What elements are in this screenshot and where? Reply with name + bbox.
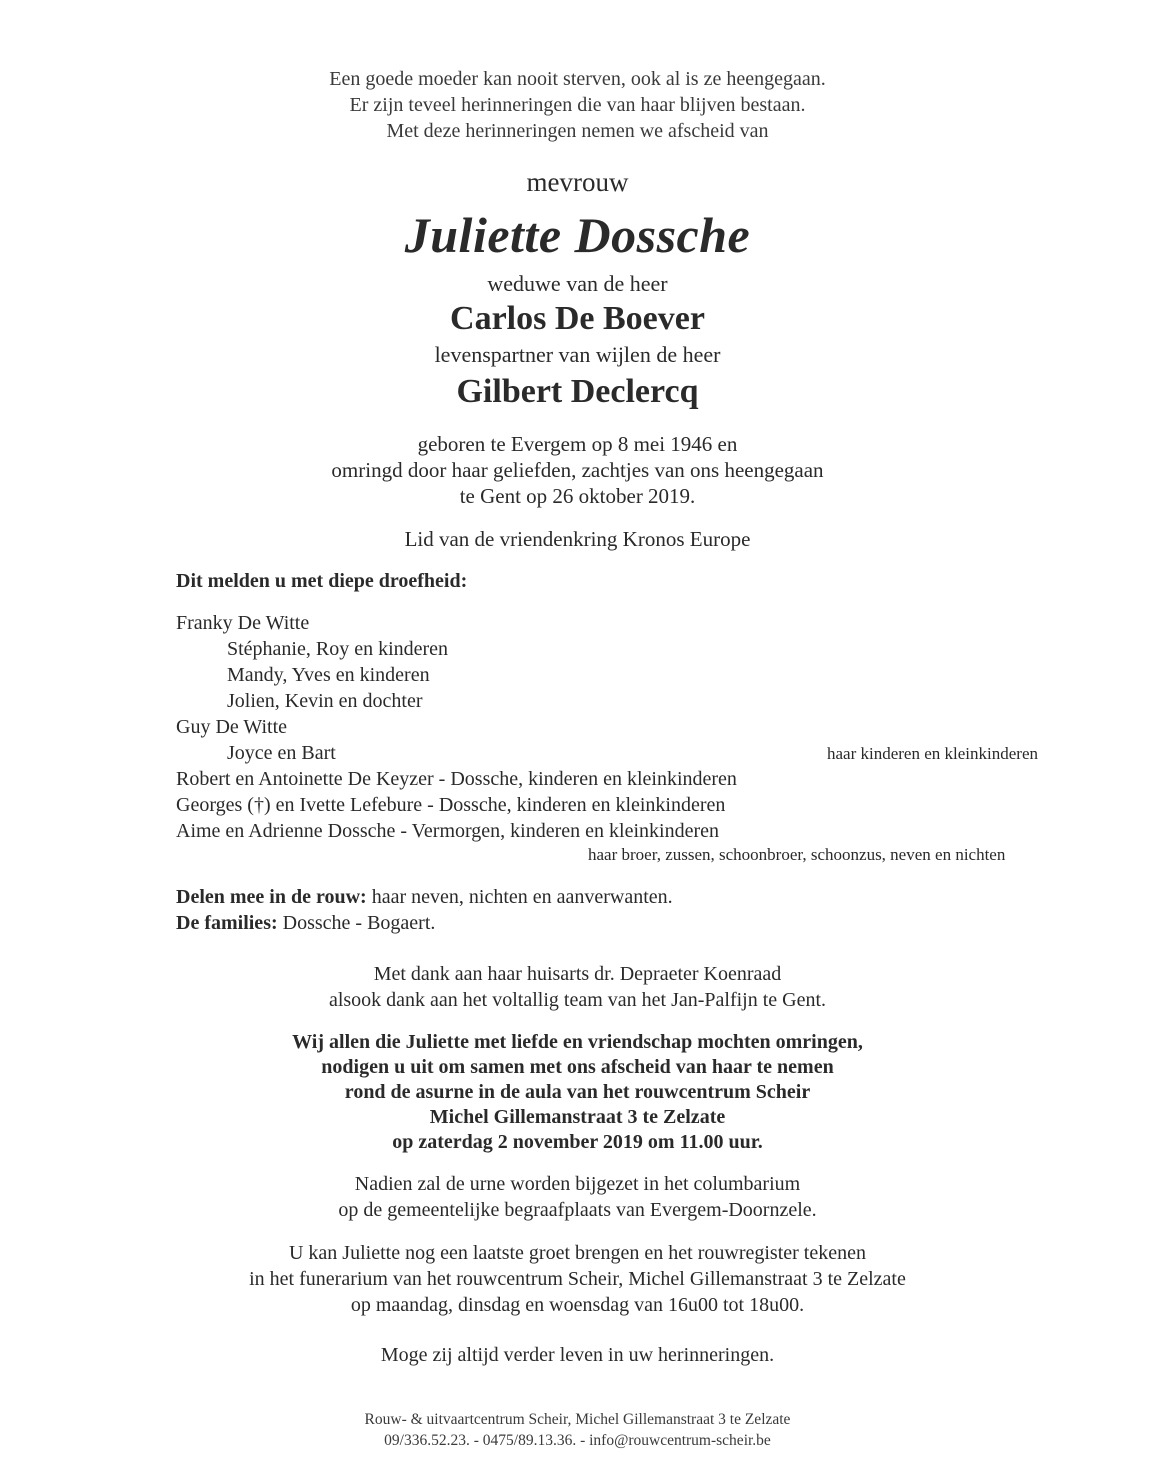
birth-line: omringd door haar geliefden, zachtjes van ons heengegaan xyxy=(331,458,824,482)
funeral-home-footer xyxy=(0,1409,1155,1451)
families-label: De families: xyxy=(176,912,278,934)
mourning-line xyxy=(176,884,673,910)
family-member-child: Jolien, Kevin en dochter xyxy=(227,690,423,712)
families-line xyxy=(176,910,435,936)
sibling-line: Aime en Adrienne Dossche - Vermorgen, kinderen en kleinkinderen xyxy=(176,820,719,842)
visitation-block xyxy=(0,1240,1155,1318)
visitation-line: in het funerarium van het rouwcentrum Scheir, Michel Gillemanstraat 3 te Zelzate xyxy=(249,1268,906,1290)
poem-line: Met deze herinneringen nemen we afscheid van xyxy=(386,120,769,142)
invitation-line: nodigen u uit om samen met ons afscheid van haar te nemen xyxy=(321,1056,834,1078)
membership: Lid van de vriendenkring Kronos Europe xyxy=(404,527,751,551)
deceased-name: Juliette Dossche xyxy=(404,207,751,263)
announce-heading: Dit melden u met diepe droefheid: xyxy=(176,570,468,592)
urn-line: Nadien zal de urne worden bijgezet in het columbarium xyxy=(354,1173,801,1195)
children-label: haar kinderen en kleinkinderen xyxy=(827,744,1038,763)
partner-name: Gilbert Declercq xyxy=(456,373,699,410)
opening-poem xyxy=(0,66,1155,144)
family-member: Guy De Witte xyxy=(176,716,288,738)
urn-line: op de gemeentelijke begraafplaats van Evergem-Doornzele. xyxy=(338,1199,817,1221)
honorific: mevrouw xyxy=(526,167,629,197)
birth-line: geboren te Evergem op 8 mei 1946 en xyxy=(417,432,738,456)
invitation-line: op zaterdag 2 november 2019 om 11.00 uur. xyxy=(392,1131,763,1153)
thanks-line: Met dank aan haar huisarts dr. Depraeter Koenraad xyxy=(373,963,782,985)
closing-line: Moge zij altijd verder leven in uw herinneringen. xyxy=(380,1344,775,1366)
invitation-block xyxy=(0,1030,1155,1155)
visitation-line: U kan Juliette nog een laatste groet brengen en het rouwregister tekenen xyxy=(288,1242,866,1264)
siblings-label: haar broer, zussen, schoonbroer, schoonzus, neven en nichten xyxy=(588,845,1006,864)
partner-label: levenspartner van wijlen de heer xyxy=(434,342,721,367)
birth-death-info xyxy=(0,431,1155,509)
urn-block xyxy=(0,1171,1155,1223)
invitation-line: Wij allen die Juliette met liefde en vriendschap mochten omringen, xyxy=(292,1031,863,1053)
family-member-child: Joyce en Bart xyxy=(227,742,336,764)
footer-contact: 09/336.52.23. - 0475/89.13.36. - info@rouwcentrum-scheir.be xyxy=(384,1432,771,1449)
family-member: Franky De Witte xyxy=(176,612,310,634)
visitation-line: op maandag, dinsdag en woensdag van 16u00 tot 18u00. xyxy=(350,1294,805,1316)
invitation-line: Michel Gillemanstraat 3 te Zelzate xyxy=(429,1106,726,1128)
sibling-line: Robert en Antoinette De Keyzer - Dossche, kinderen en kleinkinderen xyxy=(176,768,737,790)
invitation-line: rond de asurne in de aula van het rouwcentrum Scheir xyxy=(344,1081,811,1103)
thanks-block xyxy=(0,961,1155,1013)
mourning-label: Delen mee in de rouw: xyxy=(176,886,367,908)
family-member-child: Mandy, Yves en kinderen xyxy=(227,664,430,686)
poem-line: Een goede moeder kan nooit sterven, ook al is ze heengegaan. xyxy=(329,68,826,90)
sibling-line: Georges (†) en Ivette Lefebure - Dossche, kinderen en kleinkinderen xyxy=(176,794,726,816)
husband-name: Carlos De Boever xyxy=(450,300,705,337)
footer-address: Rouw- & uitvaartcentrum Scheir, Michel Gillemanstraat 3 te Zelzate xyxy=(364,1411,791,1428)
poem-line: Er zijn teveel herinneringen die van haar blijven bestaan. xyxy=(349,94,806,116)
widow-of-label: weduwe van de heer xyxy=(487,271,668,296)
families-text: Dossche - Bogaert. xyxy=(277,912,436,934)
birth-line: te Gent op 26 oktober 2019. xyxy=(459,484,696,508)
family-member-child: Stéphanie, Roy en kinderen xyxy=(227,638,449,660)
thanks-line: alsook dank aan het voltallig team van het Jan-Palfijn te Gent. xyxy=(328,989,827,1011)
mourning-text: haar neven, nichten en aanverwanten. xyxy=(366,886,673,908)
